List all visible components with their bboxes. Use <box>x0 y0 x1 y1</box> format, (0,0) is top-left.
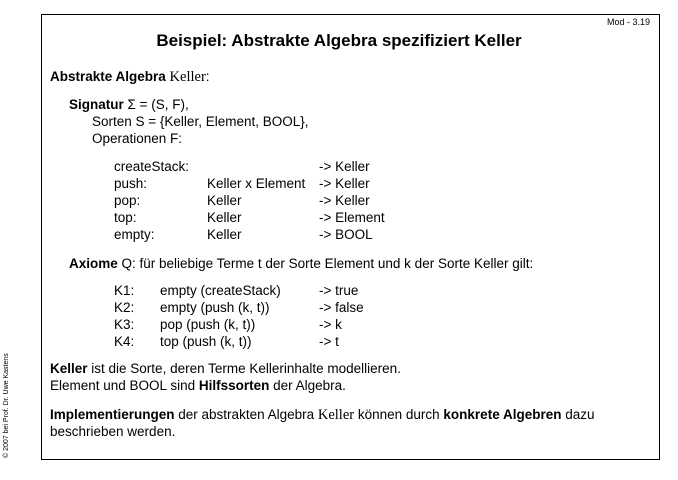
hilfssorten-post: der Algebra. <box>269 378 346 393</box>
slide-number: Mod - 3.19 <box>606 17 650 27</box>
keller-bold: Keller <box>50 361 88 376</box>
impl-keller: Keller <box>317 407 355 423</box>
op-result: -> Element <box>319 210 385 225</box>
hilfssorten-bold: Hilfssorten <box>198 378 270 393</box>
axiom-id: K4: <box>114 334 135 349</box>
axiome-label: Axiome <box>69 256 118 271</box>
op-args: Keller <box>207 193 242 208</box>
axiom-rhs: -> t <box>319 334 339 349</box>
heading-keller: Keller <box>169 69 206 85</box>
keller-definition <box>50 361 401 376</box>
axiom-id: K1: <box>114 283 135 298</box>
op-name: pop: <box>114 193 141 208</box>
axiom-rhs: -> k <box>319 317 342 332</box>
heading-tail: : <box>205 69 210 84</box>
axiom-lhs: empty (push (k, t)) <box>160 300 270 315</box>
op-args: Keller <box>207 227 242 242</box>
hilfssorten-pre: Element und BOOL sind <box>50 378 199 393</box>
axiom-lhs: pop (push (k, t)) <box>160 317 256 332</box>
implementation-sentence <box>50 407 595 424</box>
keller-text: ist die Sorte, deren Terme Kellerinhalte modellieren. <box>87 361 401 376</box>
axiom-rhs: -> true <box>319 283 359 298</box>
impl-text-2: können durch <box>354 407 444 422</box>
axiom-id: K3: <box>114 317 135 332</box>
axiom-lhs: top (push (k, t)) <box>160 334 252 349</box>
signatur-label: Signatur <box>69 97 124 112</box>
op-name: push: <box>114 176 148 191</box>
op-name: empty: <box>114 227 155 242</box>
page-title: Beispiel: Abstrakte Algebra spezifiziert Keller <box>156 31 522 50</box>
op-result: -> BOOL <box>319 227 373 242</box>
axiom-lhs: empty (createStack) <box>160 283 281 298</box>
axiom-id: K2: <box>114 300 135 315</box>
op-result: -> Keller <box>319 159 370 174</box>
impl-bold-2: konkrete Algebren <box>443 407 562 422</box>
impl-text-3: dazu <box>561 407 595 422</box>
impl-bold-1: Implementierungen <box>50 407 175 422</box>
copyright-notice: © 2007 bei Prof. Dr. Uwe Kastens <box>3 353 10 458</box>
heading-bold: Abstrakte Algebra <box>50 69 170 84</box>
op-result: -> Keller <box>319 193 370 208</box>
sorten-line: Sorten S = {Keller, Element, BOOL}, <box>92 114 309 129</box>
axiome-text: Q: für beliebige Terme t der Sorte Element und k der Sorte Keller gilt: <box>117 256 534 271</box>
op-args: Keller <box>207 210 242 225</box>
section-heading <box>50 69 210 86</box>
axiome-line <box>69 256 533 271</box>
op-args: Keller x Element <box>207 176 306 191</box>
signatur-sigma: Σ = (S, F), <box>123 97 189 112</box>
op-name: createStack: <box>114 159 190 174</box>
hilfssorten-line <box>50 378 346 393</box>
operationen-line: Operationen F: <box>92 131 183 146</box>
implementation-line-2: beschrieben werden. <box>50 424 176 439</box>
op-name: top: <box>114 210 137 225</box>
impl-text-1: der abstrakten Algebra <box>174 407 318 422</box>
signatur-line <box>69 97 189 112</box>
op-result: -> Keller <box>319 176 370 191</box>
axiom-rhs: -> false <box>319 300 364 315</box>
